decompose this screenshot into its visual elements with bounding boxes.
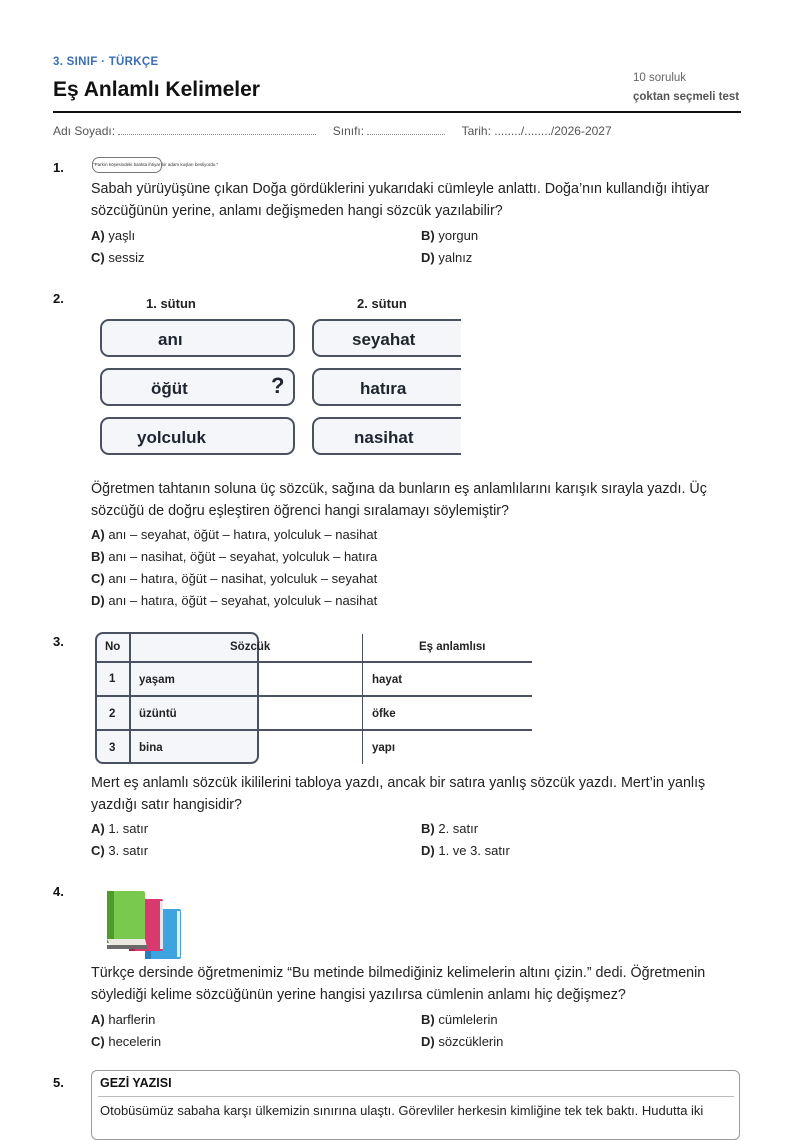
option-a[interactable]: A) yaşlı	[91, 228, 136, 243]
header-divider	[53, 111, 741, 113]
option-a[interactable]: A) anı – seyahat, öğüt – hatıra, yolculuk – nasihat	[91, 527, 378, 542]
question-number: 3.	[53, 634, 64, 649]
table-cell-synonym: hayat	[372, 674, 403, 686]
reading-passage-box	[91, 1070, 740, 1140]
table-divider	[95, 695, 532, 697]
option-d[interactable]: D) yalnız	[421, 250, 473, 265]
table-cell-word: yaşam	[139, 674, 175, 686]
table-cell-synonym: yapı	[372, 742, 396, 754]
word-card-left: yolculuk	[100, 417, 295, 455]
subject-label: 3. SINIF · TÜRKÇE	[53, 56, 159, 68]
name-field[interactable]	[118, 124, 316, 135]
table-cell-word: üzüntü	[139, 708, 177, 720]
table-cell-no: 1	[109, 673, 116, 685]
word-card-left: anı	[100, 319, 295, 357]
question-count: 10 soruluk	[633, 72, 687, 84]
word-card-right: seyahat	[312, 319, 461, 357]
option-b[interactable]: B) yorgun	[421, 228, 479, 243]
class-field[interactable]	[367, 124, 445, 135]
table-cell-no: 2	[109, 708, 116, 720]
table-cell-synonym: öfke	[372, 708, 396, 720]
column-1-heading: 1. sütun	[146, 296, 196, 311]
passage-title: GEZİ YAZISI	[100, 1076, 172, 1090]
table-header-synonym: Eş anlamlısı	[419, 641, 486, 653]
question-stem: Mert eş anlamlı sözcük ikililerini tabloya yazdı, ancak bir satıra yanlış sözcük yazdı. Mert’in yanlış yazdığı satır hangisidir?	[91, 775, 706, 813]
option-a[interactable]: A) harflerin	[91, 1012, 156, 1027]
date-label: Tarih:	[461, 124, 491, 138]
option-b[interactable]: B) anı – nasihat, öğüt – seyahat, yolculuk – hatıra	[91, 549, 378, 564]
word-card-right: nasihat	[312, 417, 461, 455]
table-header-no: No	[105, 641, 121, 653]
option-d[interactable]: D) sözcüklerin	[421, 1034, 504, 1049]
question-number: 5.	[53, 1075, 64, 1090]
passage-divider	[98, 1096, 734, 1097]
table-divider	[95, 729, 532, 731]
table-header-word: Sözcük	[230, 641, 271, 653]
question-stem: Türkçe dersinde öğretmenimiz “Bu metinde bilmediğiniz kelimelerin altını çizin.” dedi. Öğretmenin söylediği kelime sözcüğünün yerine hangisi yazılırsa cümlenin anlamı hiç değişmez?	[91, 965, 706, 1003]
column-2-heading: 2. sütun	[357, 296, 407, 311]
option-a[interactable]: A) 1. satır	[91, 821, 149, 836]
option-c[interactable]: C) sessiz	[91, 250, 145, 265]
page-title: Eş Anlamlı Kelimeler	[53, 78, 260, 101]
speech-bubble: "Parkın köşesindeki bankta ihtiyar bir adam kuşları besliyordu."	[92, 157, 162, 173]
word-card-right: hatıra	[312, 368, 461, 406]
date-value: ......../......../2026-2027	[494, 124, 612, 138]
option-c[interactable]: C) hecelerin	[91, 1034, 162, 1049]
table-divider	[95, 661, 532, 663]
question-number: 2.	[53, 291, 64, 306]
word-card-left: öğüt ?	[100, 368, 295, 406]
table-divider	[362, 634, 363, 764]
books-icon	[103, 889, 185, 961]
class-label: Sınıfı:	[332, 124, 365, 138]
option-c[interactable]: C) anı – hatıra, öğüt – nasihat, yolculuk – seyahat	[91, 571, 378, 586]
question-stem: Öğretmen tahtanın soluna üç sözcük, sağına da bunların eş anlamlılarını karışık sırayla yazdı. Üç sözcüğü de doğru eşleştiren öğrenci hangi sıralamayı söylemiştir?	[91, 481, 707, 519]
option-b[interactable]: B) 2. satır	[421, 821, 479, 836]
name-label: Adı Soyadı:	[53, 124, 116, 138]
question-number: 1.	[53, 160, 64, 175]
word-table	[95, 632, 535, 764]
option-d[interactable]: D) anı – hatıra, öğüt – seyahat, yolculuk – nasihat	[91, 593, 378, 608]
table-divider	[129, 632, 131, 764]
student-fields	[53, 124, 612, 138]
table-cell-no: 3	[109, 742, 116, 754]
option-d[interactable]: D) 1. ve 3. satır	[421, 843, 510, 858]
question-mark: ?	[271, 373, 285, 398]
option-c[interactable]: C) 3. satır	[91, 843, 149, 858]
passage-text: Otobüsümüz sabaha karşı ülkemizin sınırına ulaştı. Görevliler herkesin kimliğine tek tek baktı. Hudutta iki	[100, 1103, 704, 1118]
option-b[interactable]: B) cümlelerin	[421, 1012, 498, 1027]
test-type: çoktan seçmeli test	[633, 91, 740, 103]
table-cell-word: bina	[139, 742, 163, 754]
question-stem: Sabah yürüyüşüne çıkan Doğa gördüklerini yukarıdaki cümleyle anlattı. Doğa’nın kullandığı ihtiyar sözcüğünün yerine, anlamı değişmeden hangi sözcük yazılabilir?	[91, 181, 710, 219]
question-number: 4.	[53, 884, 64, 899]
